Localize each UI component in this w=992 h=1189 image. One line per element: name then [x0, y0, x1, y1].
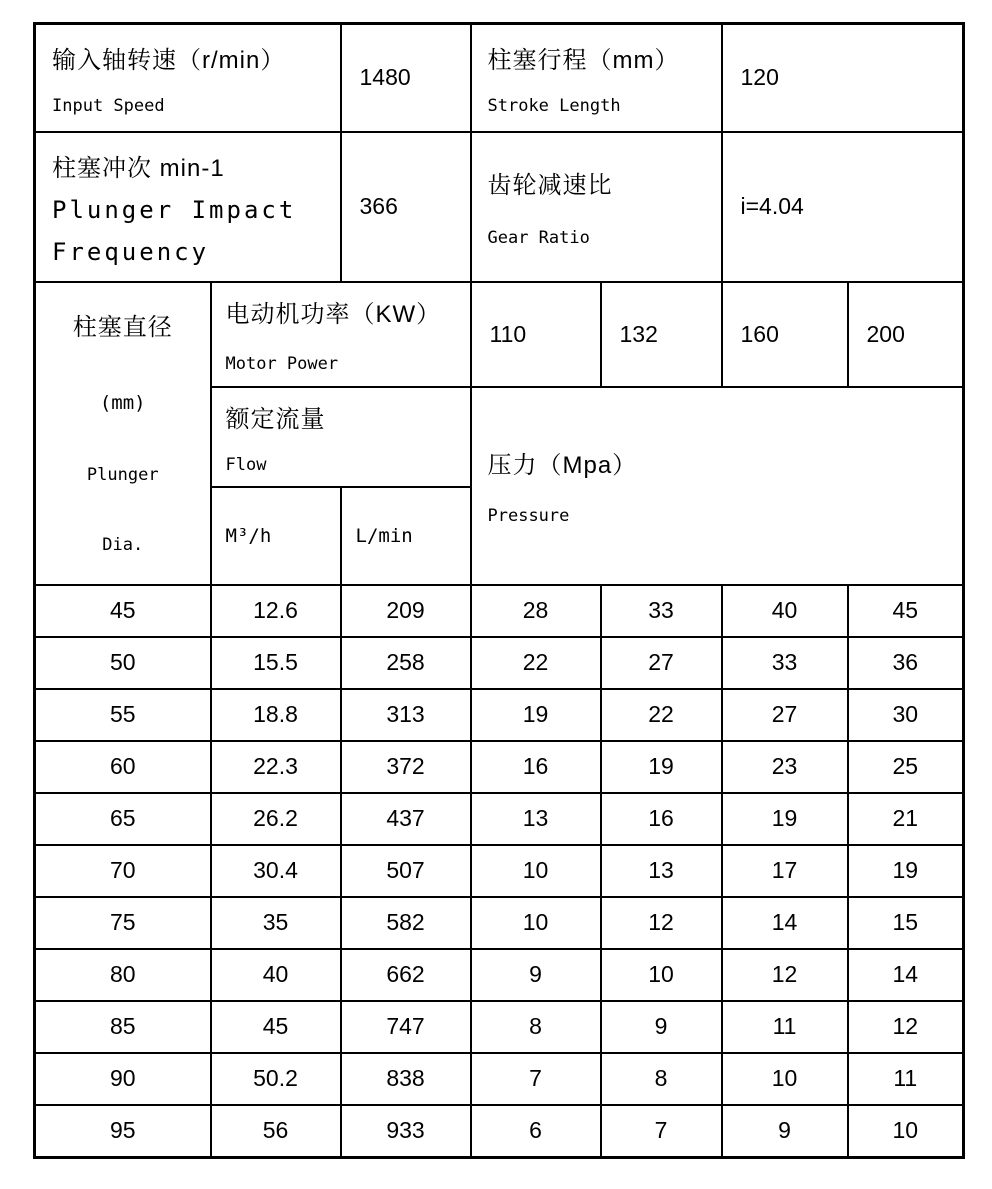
body-cell: 313: [341, 689, 471, 741]
impact-frequency-label-cell: [35, 132, 341, 282]
spec-sheet: [33, 22, 965, 1159]
motor-power-label-en: Motor Power: [225, 354, 339, 374]
impact-frequency-label-en-2: Frequency: [52, 237, 210, 266]
pressure-label-zh: 压力（Mpa）: [487, 452, 638, 479]
body-cell: 45: [848, 585, 964, 637]
body-cell: 14: [722, 897, 848, 949]
body-cell: 56: [211, 1105, 341, 1158]
input-speed-label-cell: [35, 24, 341, 132]
impact-frequency-value-cell: [341, 132, 471, 282]
body-cell: 36: [848, 637, 964, 689]
gear-ratio-label-en: Gear Ratio: [487, 228, 590, 248]
body-cell: 8: [601, 1053, 722, 1105]
body-cell: 14: [848, 949, 964, 1001]
body-row: [35, 1105, 964, 1158]
motor-power-value-110-cell: [471, 282, 601, 387]
body-cell: 30.4: [211, 845, 341, 897]
body-cell: 13: [601, 845, 722, 897]
body-cell: 23: [722, 741, 848, 793]
body-cell: 747: [341, 1001, 471, 1053]
motor-power-value-2: 160: [740, 320, 779, 347]
body-cell: 12: [722, 949, 848, 1001]
plunger-dia-label-en-1: Plunger: [86, 464, 159, 485]
stroke-length-label-cell: [471, 24, 722, 132]
body-cell: 372: [341, 741, 471, 793]
body-cell: 21: [848, 793, 964, 845]
body-cell: 50: [35, 637, 211, 689]
body-cell: 95: [35, 1105, 211, 1158]
body-cell: 25: [848, 741, 964, 793]
body-cell: 582: [341, 897, 471, 949]
body-row: [35, 793, 964, 845]
body-cell: 11: [722, 1001, 848, 1053]
plunger-dia-label-zh: 柱塞直径: [72, 314, 173, 341]
flow-label-zh: 额定流量: [225, 405, 326, 433]
body-row: [35, 1001, 964, 1053]
input-speed-label-zh: 输入轴转速（r/min）: [52, 46, 286, 74]
body-cell: 9: [722, 1105, 848, 1158]
flow-label-en: Flow: [225, 454, 267, 475]
impact-frequency-label-en-1: Plunger Impact: [52, 196, 297, 224]
stroke-length-value-cell: [722, 24, 964, 132]
body-row: [35, 949, 964, 1001]
body-cell: 17: [722, 845, 848, 897]
body-row: [35, 1053, 964, 1105]
body-cell: 40: [722, 585, 848, 637]
gear-ratio-label-cell: [471, 132, 722, 282]
impact-frequency-label-zh: 柱塞冲次 min-1: [52, 154, 225, 182]
body-cell: 10: [722, 1053, 848, 1105]
motor-power-value-132-cell: [601, 282, 722, 387]
body-cell: 10: [471, 897, 601, 949]
body-cell: 437: [341, 793, 471, 845]
body-cell: 16: [471, 741, 601, 793]
body-cell: 22: [471, 637, 601, 689]
body-row: [35, 585, 964, 637]
motor-power-value-3: 200: [866, 320, 905, 347]
plunger-dia-label-cell: [35, 282, 211, 585]
gear-ratio-label-zh: 齿轮减速比: [487, 172, 613, 199]
pressure-label-cell: [471, 387, 964, 585]
body-cell: 19: [722, 793, 848, 845]
plunger-dia-label-en-2: Dia.: [102, 534, 144, 555]
gear-ratio-value-cell: [722, 132, 964, 282]
body-cell: 8: [471, 1001, 601, 1053]
body-cell: 90: [35, 1053, 211, 1105]
motor-power-value-0: 110: [489, 320, 527, 347]
body-cell: 12.6: [211, 585, 341, 637]
motor-power-value-200-cell: [848, 282, 964, 387]
body-cell: 7: [471, 1053, 601, 1105]
body-cell: 15.5: [211, 637, 341, 689]
body-cell: 11: [848, 1053, 964, 1105]
body-cell: 28: [471, 585, 601, 637]
body-cell: 19: [471, 689, 601, 741]
header-row-2: [35, 132, 964, 282]
input-speed-value: 1480: [359, 64, 411, 91]
body-cell: 30: [848, 689, 964, 741]
flow-label-cell: [211, 387, 471, 487]
body-cell: 16: [601, 793, 722, 845]
body-cell: 507: [341, 845, 471, 897]
body-cell: 22.3: [211, 741, 341, 793]
impact-frequency-value: 366: [359, 193, 398, 219]
body-cell: 13: [471, 793, 601, 845]
body-cell: 33: [601, 585, 722, 637]
header-row-3: [35, 282, 964, 387]
body-cell: 50.2: [211, 1053, 341, 1105]
body-cell: 258: [341, 637, 471, 689]
body-cell: 35: [211, 897, 341, 949]
body-cell: 60: [35, 741, 211, 793]
body-cell: 15: [848, 897, 964, 949]
body-cell: 80: [35, 949, 211, 1001]
body-cell: 19: [601, 741, 722, 793]
body-cell: 40: [211, 949, 341, 1001]
body-cell: 26.2: [211, 793, 341, 845]
motor-power-label-cell: [211, 282, 471, 387]
body-row: [35, 741, 964, 793]
body-cell: 22: [601, 689, 722, 741]
body-cell: 933: [341, 1105, 471, 1158]
plunger-dia-unit: (mm): [99, 392, 146, 415]
stroke-length-label-en: Stroke Length: [487, 95, 621, 116]
body-cell: 7: [601, 1105, 722, 1158]
body-cell: 33: [722, 637, 848, 689]
body-cell: 10: [471, 845, 601, 897]
flow-unit-m3h-cell: [211, 487, 341, 585]
body-cell: 209: [341, 585, 471, 637]
body-cell: 9: [601, 1001, 722, 1053]
body-row: [35, 897, 964, 949]
body-row: [35, 637, 964, 689]
motor-power-value-1: 132: [619, 320, 658, 347]
motor-power-value-160-cell: [722, 282, 848, 387]
body-cell: 10: [601, 949, 722, 1001]
body-cell: 70: [35, 845, 211, 897]
body-cell: 55: [35, 689, 211, 741]
body-cell: 65: [35, 793, 211, 845]
flow-unit-lmin-cell: [341, 487, 471, 585]
body-cell: 45: [35, 585, 211, 637]
stroke-length-value: 120: [740, 64, 779, 91]
body-cell: 6: [471, 1105, 601, 1158]
body-cell: 662: [341, 949, 471, 1001]
body-row: [35, 845, 964, 897]
body-cell: 85: [35, 1001, 211, 1053]
body-cell: 10: [848, 1105, 964, 1158]
input-speed-value-cell: [341, 24, 471, 132]
motor-power-label-zh: 电动机功率（KW）: [225, 301, 442, 328]
body-row: [35, 689, 964, 741]
stroke-length-label-zh: 柱塞行程（mm）: [487, 46, 680, 74]
input-speed-label-en: Input Speed: [52, 95, 165, 116]
body-cell: 838: [341, 1053, 471, 1105]
body-cell: 19: [848, 845, 964, 897]
flow-unit-lmin: L/min: [355, 524, 413, 547]
body-cell: 9: [471, 949, 601, 1001]
gear-ratio-value: i=4.04: [740, 193, 804, 219]
flow-unit-m3h: M³/h: [225, 524, 272, 547]
pressure-label-en: Pressure: [487, 506, 570, 526]
body-cell: 45: [211, 1001, 341, 1053]
pump-spec-table: [33, 22, 965, 1159]
body-cell: 18.8: [211, 689, 341, 741]
header-row-1: [35, 24, 964, 132]
body-cell: 12: [601, 897, 722, 949]
body-cell: 27: [722, 689, 848, 741]
body-cell: 27: [601, 637, 722, 689]
body-cell: 75: [35, 897, 211, 949]
body-cell: 12: [848, 1001, 964, 1053]
